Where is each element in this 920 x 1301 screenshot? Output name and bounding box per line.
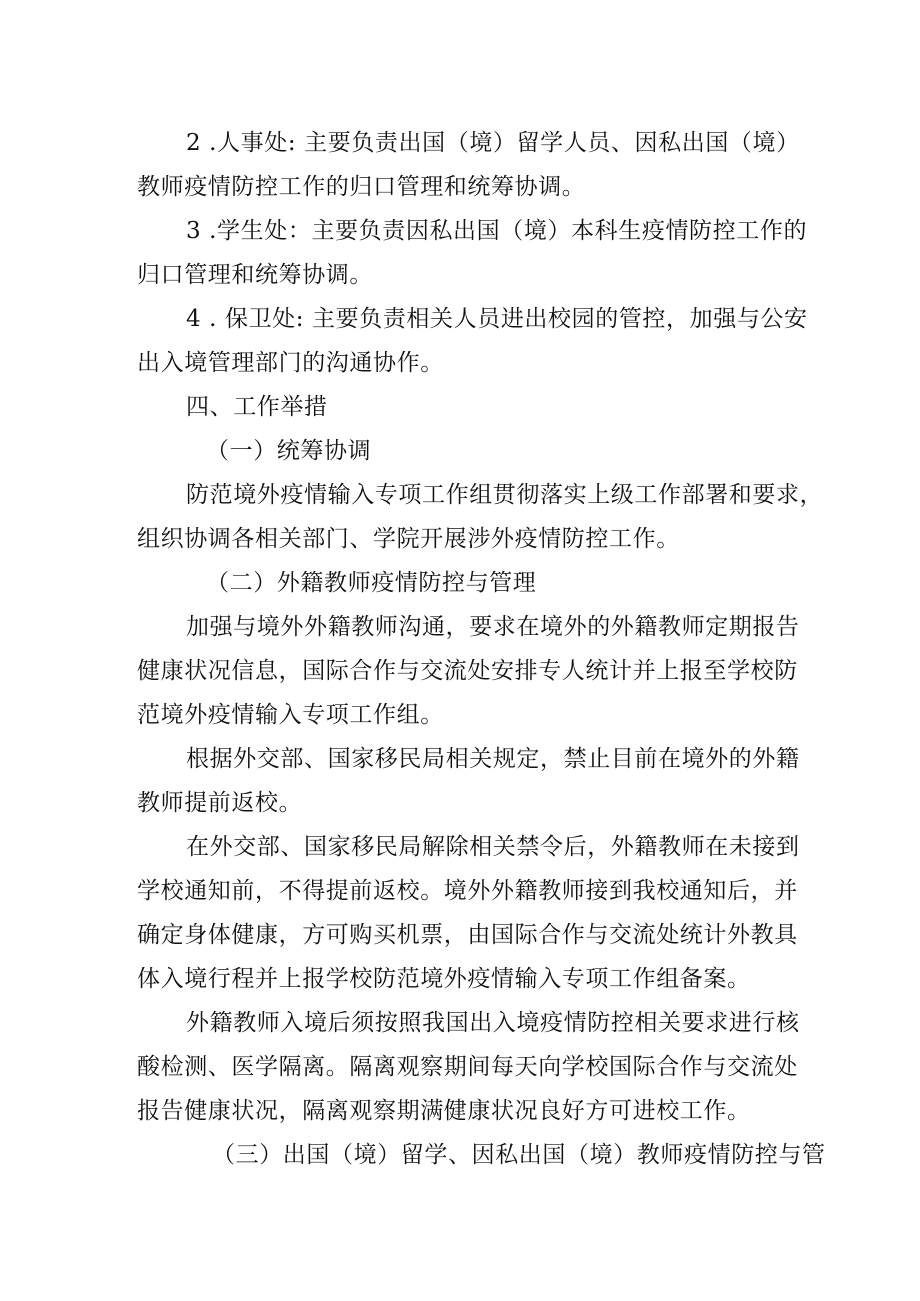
text-line: 组织协调各相关部门、学院开展涉外疫情防控工作。 <box>137 526 680 552</box>
text-line: 2 .人事处: 主要负责出国（境）留学人员、因私出国（境） <box>186 130 800 156</box>
text-line: 确定身体健康，方可购买机票，由国际合作与交流处统计外教具 <box>137 922 798 948</box>
subsection-heading: （二）外籍教师疫情防控与管理 <box>206 570 537 596</box>
text-line: 出入境管理部门的沟通协作。 <box>137 350 444 376</box>
text-line: 在外交部、国家移民局解除相关禁令后，外籍教师在未接到 <box>186 834 800 860</box>
text-line: 3 .学生处：主要负责因私出国（境）本科生疫情防控工作的 <box>186 218 808 244</box>
text-line: 教师提前返校。 <box>137 790 303 816</box>
text-line: 外籍教师入境后须按照我国出入境疫情防控相关要求进行核 <box>186 1010 800 1036</box>
subsection-heading: （一）统筹协调 <box>206 438 372 464</box>
text-line: 健康状况信息，国际合作与交流处安排专人统计并上报至学校防 <box>137 658 798 684</box>
text-line: 防范境外疫情输入专项工作组贯彻落实上级工作部署和要求， <box>186 482 824 508</box>
text-line: 报告健康状况，隔离观察期满健康状况良好方可进校工作。 <box>137 1098 751 1124</box>
text-line: 酸检测、医学隔离。隔离观察期间每天向学校国际合作与交流处 <box>137 1054 798 1080</box>
text-line: 体入境行程并上报学校防范境外疫情输入专项工作组备案。 <box>137 966 751 992</box>
text-line: 范境外疫情输入专项工作组。 <box>137 702 444 728</box>
section-heading: 四、工作举措 <box>186 394 328 420</box>
text-line: 归口管理和统筹协调。 <box>137 262 373 288</box>
subsection-heading: （三）出国（境）留学、因私出国（境）教师疫情防控与管 <box>212 1142 826 1168</box>
text-line: 4 . 保卫处: 主要负责相关人员进出校园的管控，加强与公安 <box>186 306 808 332</box>
text-line: 教师疫情防控工作的归口管理和统筹协调。 <box>137 174 586 200</box>
text-line: 根据外交部、国家移民局相关规定，禁止目前在境外的外籍 <box>186 746 800 772</box>
text-line: 加强与境外外籍教师沟通，要求在境外的外籍教师定期报告 <box>186 614 800 640</box>
text-line: 学校通知前，不得提前返校。境外外籍教师接到我校通知后，并 <box>137 878 798 904</box>
